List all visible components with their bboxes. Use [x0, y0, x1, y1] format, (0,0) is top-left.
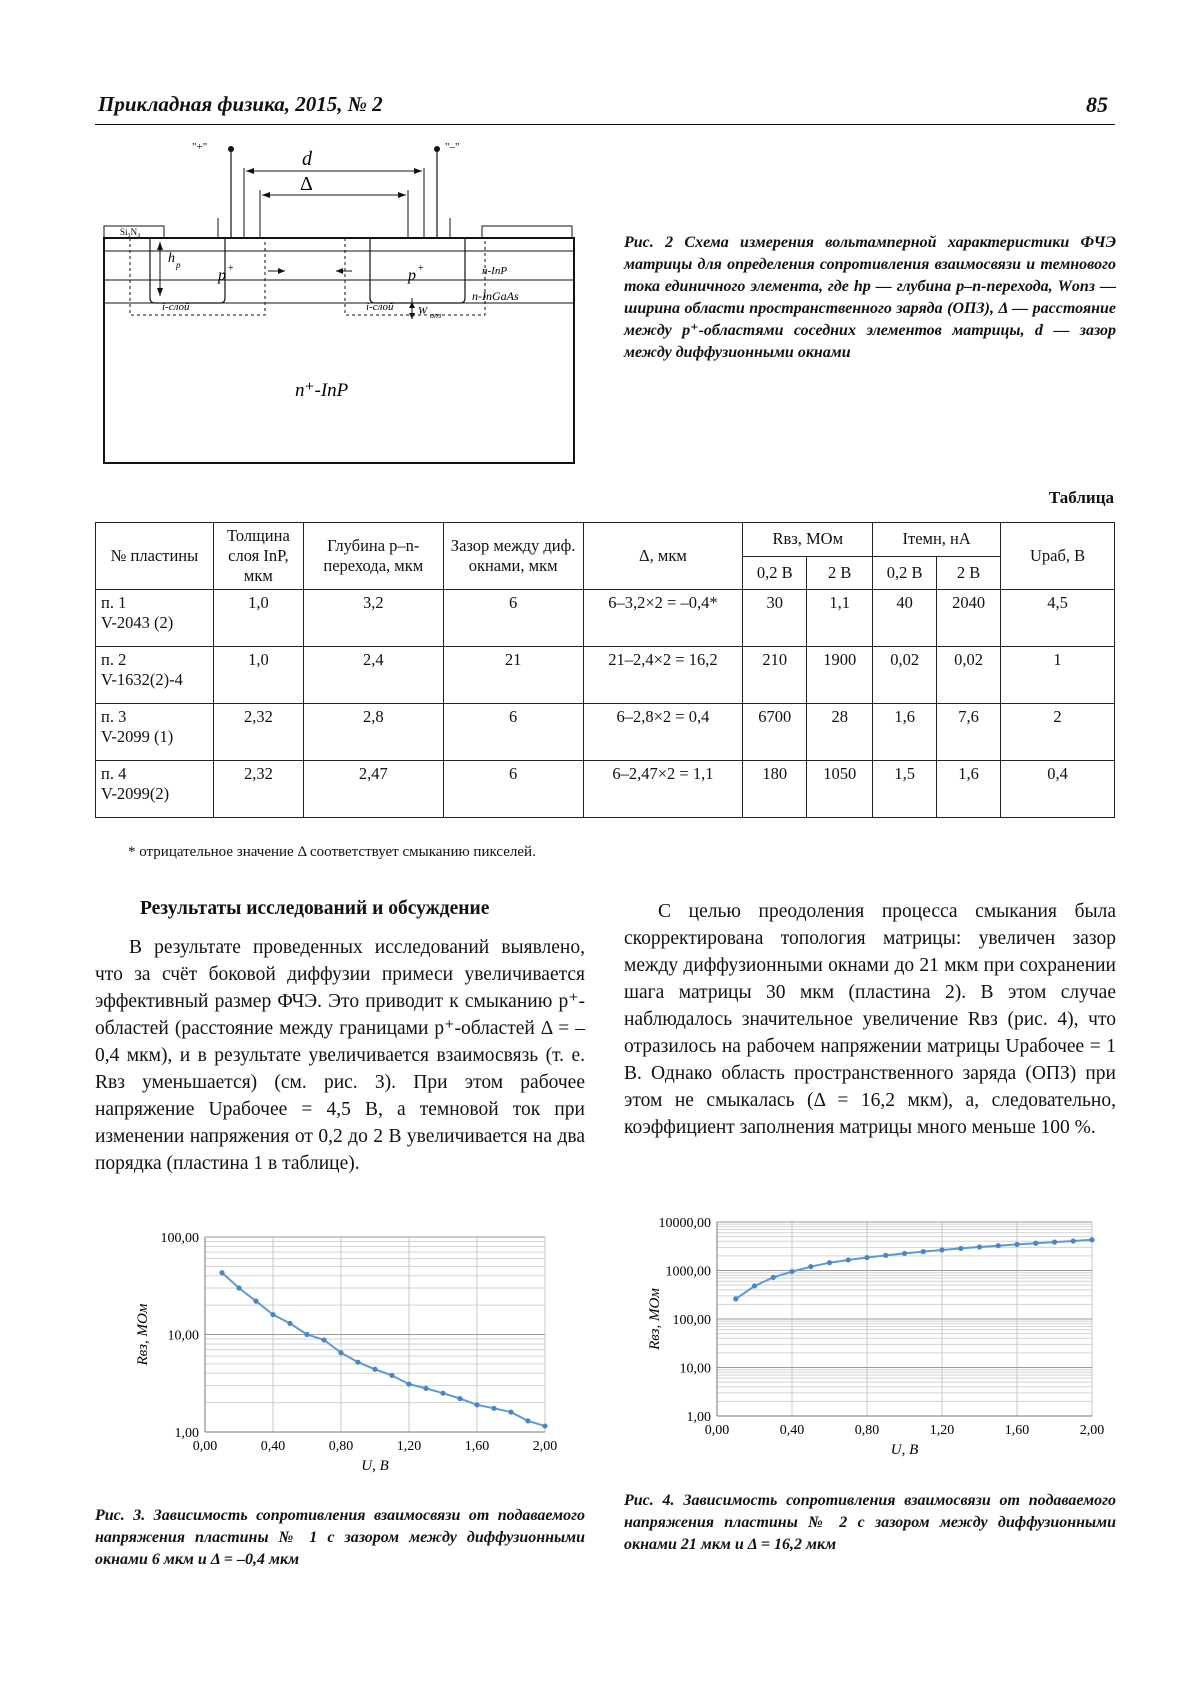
- x-tick-label: 0,80: [854, 1423, 880, 1438]
- data-point: [321, 1337, 326, 1342]
- fig3-chart: [110, 1225, 560, 1490]
- table-row: п. 2 V-1632(2)-4 1,0 2,4 21 21–2,4×2 = 16,2 210 1900 0,02 0,02 1: [96, 647, 1115, 704]
- svg-text:+: +: [418, 263, 424, 274]
- data-point: [389, 1373, 394, 1378]
- data-point: [406, 1381, 411, 1386]
- th-i: Iтемн, нА: [873, 523, 1001, 557]
- data-point: [827, 1260, 832, 1265]
- th-thickness: Толщина слоя InP, мкм: [213, 523, 303, 590]
- data-point: [1014, 1242, 1019, 1247]
- table-row: п. 1 V-2043 (2) 1,0 3,2 6 6–3,2×2 = –0,4* 30 1,1 40 2040 4,5: [96, 590, 1115, 647]
- i-layer-label-left: i-слой: [162, 301, 190, 313]
- data-point: [304, 1332, 309, 1337]
- d-label: d: [302, 148, 312, 170]
- x-tick-label: 0,00: [192, 1439, 218, 1454]
- x-tick-label: 0,00: [704, 1423, 730, 1438]
- data-point: [996, 1243, 1001, 1248]
- paragraph-2: С целью преодоления процесса смыкания была скорректирована топология матрицы: увеличен зазор между диффузионными окнами до 21 мкм при сохранении шага матрицы 30 мкм (пластина 2). В этом случае наблюдалось значительное увеличение Rвз (рис. 4), что отразилось на рабочем напряжении матрицы Uрабочее = 1 В. Однако область пространственного заряда (ОПЗ) при этом не смыкалась (Δ = 16,2 мкм), а, следовательно, коэффициент заполнения матрицы много меньше 100 %.: [624, 901, 1116, 1138]
- data-point: [958, 1246, 963, 1251]
- x-tick-label: 1,20: [396, 1439, 422, 1454]
- delta-label: Δ: [300, 173, 313, 195]
- data-point: [921, 1249, 926, 1254]
- data-point: [771, 1275, 776, 1280]
- th-sub: 0,2 В: [743, 556, 807, 590]
- data-point: [789, 1269, 794, 1274]
- contact-minus-dot: [434, 146, 440, 152]
- data-point: [338, 1350, 343, 1355]
- data-point: [752, 1283, 757, 1288]
- ninp-label: n-InP: [482, 265, 508, 277]
- table-footnote: * отрицательное значение Δ соответствует смыканию пикселей.: [128, 844, 536, 860]
- y-tick-label: 1000,00: [665, 1264, 711, 1280]
- data-point: [1071, 1238, 1076, 1243]
- fig4-chart: [622, 1210, 1112, 1478]
- page-number: 85: [1086, 92, 1108, 117]
- plus-label: "+": [192, 141, 208, 153]
- data-point: [1089, 1237, 1094, 1242]
- data-point: [491, 1406, 496, 1411]
- x-tick-label: 0,80: [328, 1439, 354, 1454]
- fig4-caption: Рис. 4. Зависимость сопротивления взаимосвязи от подаваемого напряжения пластины № 2 с зазором между диффузионными окнами 21 мкм и Δ = 16,2 мкм: [624, 1492, 1116, 1553]
- table-row: п. 3 V-2099 (1) 2,32 2,8 6 6–2,8×2 = 0,4 6700 28 1,6 7,6 2: [96, 704, 1115, 761]
- p-plus-right: p: [408, 267, 416, 284]
- header-rule: [95, 124, 1115, 125]
- y-tick-label: 10,00: [167, 1328, 199, 1344]
- data-point: [372, 1367, 377, 1372]
- data-point: [733, 1296, 738, 1301]
- data-point: [508, 1409, 513, 1414]
- fig3-caption: Рис. 3. Зависимость сопротивления взаимосвязи от подаваемого напряжения пластины № 1 с зазором между диффузионными окнами 6 мкм и Δ = –0,4 мкм: [95, 1507, 585, 1568]
- hp-label: h: [168, 251, 175, 266]
- th-u: Uраб, В: [1001, 523, 1115, 590]
- x-tick-label: 1,60: [464, 1439, 490, 1454]
- substrate-label: n⁺-InP: [295, 380, 349, 401]
- y-tick-label: 10,00: [679, 1361, 711, 1377]
- data-point: [355, 1360, 360, 1365]
- data-point: [902, 1251, 907, 1256]
- data-point: [219, 1270, 224, 1275]
- data-point: [864, 1255, 869, 1260]
- table-label: Таблица: [1048, 488, 1114, 507]
- i-layer-label-right: i-слой: [366, 301, 394, 313]
- w-label: W: [418, 305, 428, 317]
- y-tick-label: 1,00: [686, 1410, 711, 1425]
- data-point: [253, 1299, 258, 1304]
- data-point: [846, 1257, 851, 1262]
- data-point: [287, 1321, 292, 1326]
- fig2-schematic: [100, 138, 600, 468]
- data-point: [977, 1244, 982, 1249]
- data-point: [883, 1253, 888, 1258]
- data-point: [474, 1402, 479, 1407]
- table-row: п. 4 V-2099(2) 2,32 2,47 6 6–2,47×2 = 1,1 180 1050 1,5 1,6 0,4: [96, 761, 1115, 818]
- th-depth: Глубина p–n-перехода, мкм: [303, 523, 443, 590]
- svg-text:опз: опз: [430, 311, 442, 320]
- p-plus-left: p: [218, 267, 226, 284]
- th-gap: Зазор между диф. окнами, мкм: [443, 523, 583, 590]
- y-tick-label: 100,00: [672, 1313, 711, 1328]
- data-point: [457, 1396, 462, 1401]
- ningaas-label: n-InGaAs: [472, 289, 519, 303]
- x-axis-label: U, В: [890, 1442, 919, 1458]
- sin-label: Si₃N₄: [120, 227, 141, 237]
- y-tick-label: 10000,00: [658, 1216, 711, 1231]
- th-sub: 2 В: [807, 556, 873, 590]
- data-point: [808, 1264, 813, 1269]
- x-tick-label: 2,00: [532, 1439, 558, 1454]
- x-axis-label: U, В: [361, 1458, 389, 1474]
- section-title: Результаты исследований и обсуждение: [140, 898, 490, 919]
- data-point: [1033, 1241, 1038, 1246]
- y-tick-label: 100,00: [160, 1231, 199, 1246]
- body-column-right: [624, 898, 1116, 1141]
- x-tick-label: 0,40: [779, 1423, 805, 1438]
- paragraph-1: В результате проведенных исследований выявлено, что за счёт боковой диффузии примеси увеличивается эффективный размер ФЧЭ. Это приводит к смыканию p⁺-областей (расстояние между границами p⁺-областей Δ = –0,4 мкм), и в результате увеличивается взаимосвязь (т. е. Rвз уменьшается) (см. рис. 3). При этом рабочее напряжение Uрабочее = 4,5 В, а темновой ток при изменении напряжения от 0,2 до 2 В увеличивается на два порядка (пластина 1 в таблице).: [95, 937, 585, 1174]
- x-tick-label: 1,20: [929, 1423, 955, 1438]
- x-tick-label: 0,40: [260, 1439, 286, 1454]
- x-tick-label: 1,60: [1004, 1423, 1030, 1438]
- body-column-left: [95, 934, 585, 1177]
- th-plate: № пластины: [96, 523, 214, 590]
- data-point: [939, 1247, 944, 1252]
- minus-label: "–": [445, 141, 460, 153]
- svg-text:p: p: [176, 260, 181, 270]
- contact-plus-dot: [228, 146, 234, 152]
- y-axis-label: Rвз, МОм: [135, 1303, 151, 1366]
- data-point: [1052, 1240, 1057, 1245]
- fig2-caption: Рис. 2 Схема измерения вольтамперной характеристики ФЧЭ матрицы для определения сопротивления взаимосвязи и темнового тока единичного элемента, где hp — глубина p–n-перехода, Wопз — ширина области пространственного заряда (ОПЗ), Δ — расстояние между p⁺-областями соседних элементов матрицы, d — зазор между диффузионными окнами: [624, 234, 1116, 361]
- journal-title: Прикладная физика, 2015, № 2: [98, 92, 383, 116]
- th-sub: 2 В: [937, 556, 1001, 590]
- data-point: [525, 1418, 530, 1423]
- th-r: Rвз, МОм: [743, 523, 873, 557]
- data-point: [270, 1312, 275, 1317]
- y-tick-label: 1,00: [174, 1426, 199, 1441]
- sin-pad-right: [482, 226, 572, 238]
- data-point: [423, 1386, 428, 1391]
- data-point: [236, 1285, 241, 1290]
- results-table: [95, 522, 1115, 818]
- data-point: [440, 1391, 445, 1396]
- th-delta: Δ, мкм: [583, 523, 743, 590]
- data-point: [542, 1423, 547, 1428]
- x-tick-label: 2,00: [1079, 1423, 1105, 1438]
- th-sub: 0,2 В: [873, 556, 937, 590]
- y-axis-label: Rвз, МОм: [647, 1288, 663, 1350]
- svg-text:+: +: [228, 263, 234, 274]
